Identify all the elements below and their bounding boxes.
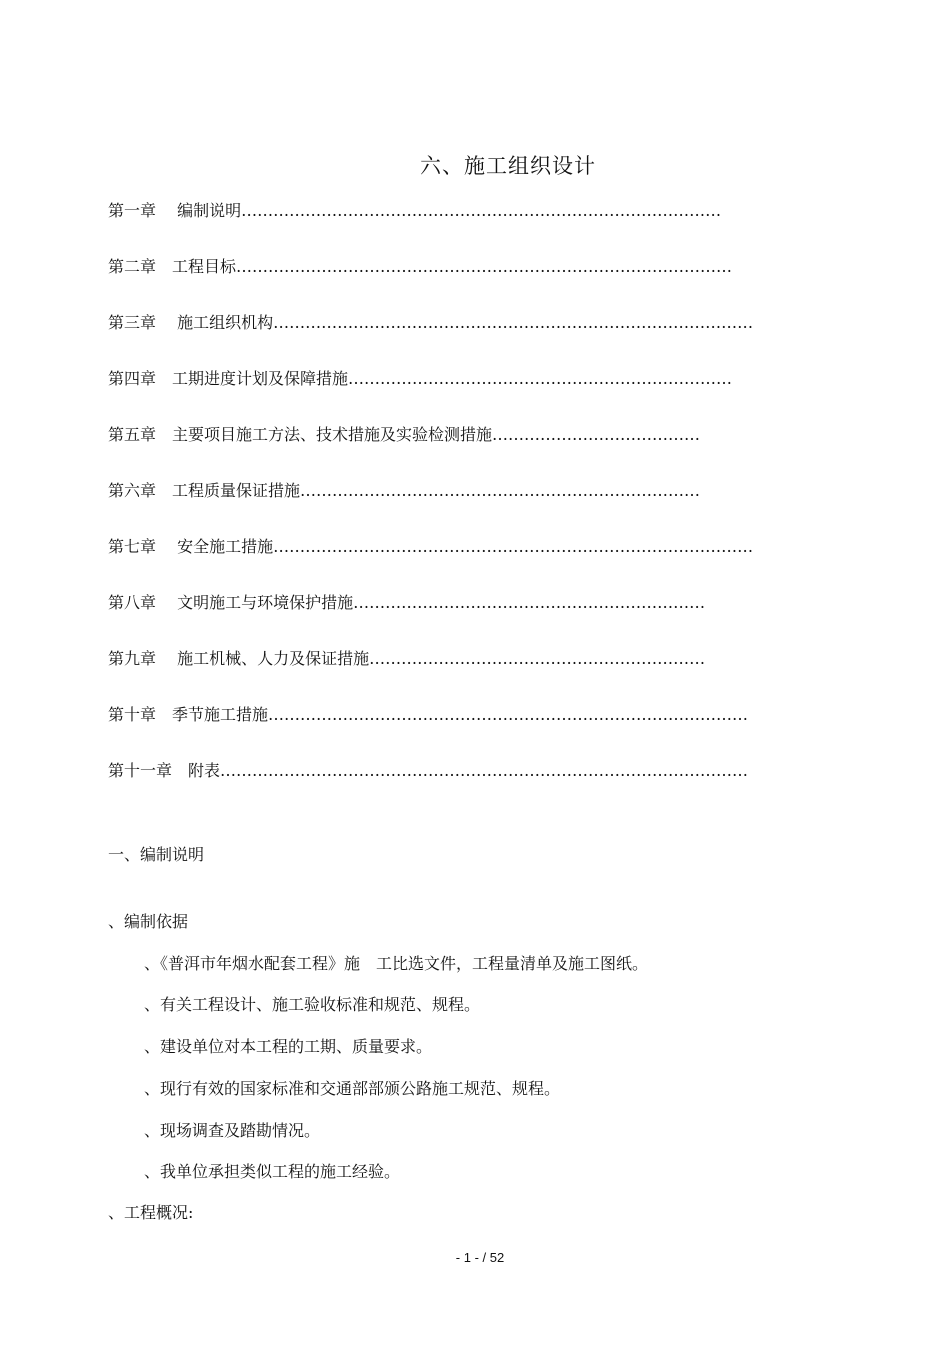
toc-chapter-title: 安全施工措施 (177, 537, 274, 556)
toc-leader-dots: ……………………………………………………………………………… (273, 537, 754, 556)
toc-entry (108, 254, 788, 310)
toc-leader-dots: ……………………………………………………………………………………… (220, 761, 749, 780)
toc-entry (108, 534, 788, 590)
toc-entry (108, 758, 788, 814)
toc-chapter-title: 季节施工措施 (172, 705, 269, 724)
page-number: - 1 - / 52 (455, 1250, 505, 1265)
subsection-heading: 、工程概况: (108, 1203, 194, 1222)
toc-leader-dots: ……………………………………………………… (369, 649, 706, 668)
toc-gap (156, 481, 172, 500)
toc-entry (108, 646, 788, 702)
toc-gap (172, 761, 188, 780)
toc-leader-dots: ………………………………………………………………… (300, 481, 701, 500)
toc-gap (156, 537, 177, 556)
toc-entry (108, 590, 788, 646)
toc-leader-dots: ……………………………………………………………………………… (273, 313, 754, 332)
toc-entry (108, 422, 788, 478)
toc-chapter-title: 工期进度计划及保障措施 (172, 369, 349, 388)
toc-entry (108, 366, 788, 422)
toc-gap (156, 369, 172, 388)
toc-chapter-number: 第三章 (108, 313, 157, 332)
toc-chapter-number: 第五章 (108, 425, 157, 444)
toc-chapter-number: 第七章 (108, 537, 157, 556)
toc-chapter-title: 工程目标 (172, 257, 237, 276)
toc-chapter-title: 编制说明 (177, 201, 242, 220)
toc-chapter-title: 施工组织机构 (177, 313, 274, 332)
toc-chapter-number: 第一章 (108, 201, 157, 220)
section-heading: 一、编制说明 (108, 845, 205, 864)
toc-gap (156, 425, 172, 444)
list-item: 、有关工程设计、施工验收标准和规范、规程。 (144, 995, 481, 1014)
toc-entry (108, 198, 788, 254)
toc-gap (156, 257, 172, 276)
toc-chapter-number: 第九章 (108, 649, 157, 668)
toc-entry (108, 702, 788, 758)
table-of-contents (108, 198, 788, 814)
toc-gap (156, 705, 172, 724)
toc-chapter-title: 主要项目施工方法、技术措施及实验检测措施 (172, 425, 493, 444)
list-item: 、《普洱市年烟水配套工程》施 工比选文件，工程量清单及施工图纸。 (144, 954, 649, 973)
toc-leader-dots: ……………………………………………………………………………… (241, 201, 722, 220)
toc-gap (156, 593, 177, 612)
toc-chapter-number: 第十章 (108, 705, 157, 724)
toc-chapter-number: 第六章 (108, 481, 157, 500)
list-item: 、我单位承担类似工程的施工经验。 (144, 1162, 401, 1181)
toc-entry (108, 478, 788, 534)
toc-chapter-number: 第八章 (108, 593, 157, 612)
toc-chapter-number: 第四章 (108, 369, 157, 388)
toc-gap (156, 649, 177, 668)
toc-leader-dots: ………………………………………………………………………………… (236, 257, 733, 276)
list-item: 、现场调查及踏勘情况。 (144, 1121, 321, 1140)
toc-chapter-number: 第十一章 (108, 761, 173, 780)
toc-leader-dots: ………………………………………………………… (353, 593, 706, 612)
toc-leader-dots: ……………………………………………………………… (348, 369, 733, 388)
toc-chapter-title: 文明施工与环境保护措施 (177, 593, 354, 612)
toc-chapter-title: 施工机械、人力及保证措施 (177, 649, 370, 668)
toc-leader-dots: ………………………………… (492, 425, 701, 444)
toc-gap (156, 313, 177, 332)
subsection-heading: 、编制依据 (108, 912, 189, 931)
toc-chapter-title: 工程质量保证措施 (172, 481, 301, 500)
toc-leader-dots: ……………………………………………………………………………… (268, 705, 749, 724)
list-item: 、现行有效的国家标准和交通部部颁公路施工规范、规程。 (144, 1079, 561, 1098)
list-item: 、建设单位对本工程的工期、质量要求。 (144, 1037, 433, 1056)
toc-gap (156, 201, 177, 220)
toc-entry (108, 310, 788, 366)
toc-chapter-title: 附表 (188, 761, 221, 780)
toc-chapter-number: 第二章 (108, 257, 157, 276)
document-title: 六、施工组织设计 (420, 154, 596, 178)
